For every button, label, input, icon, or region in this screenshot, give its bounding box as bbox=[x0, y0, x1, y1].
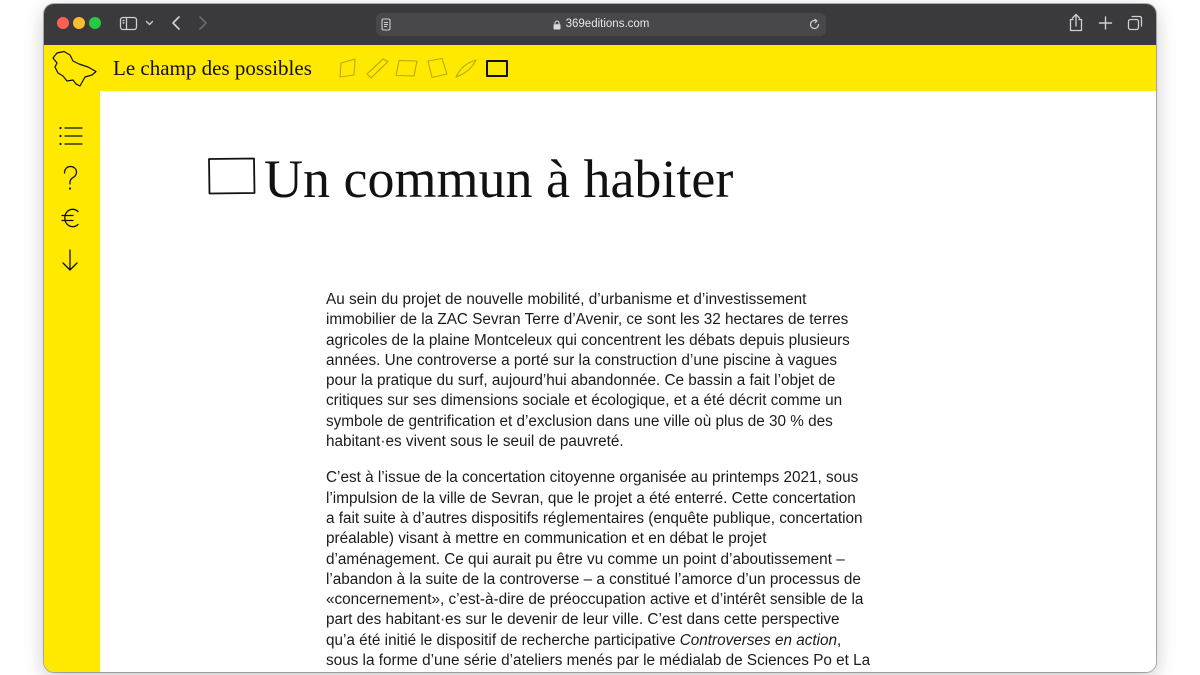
table-of-contents-icon[interactable] bbox=[59, 127, 82, 145]
question-mark-icon[interactable] bbox=[65, 167, 77, 190]
text-line: d’aménagement. Ce qui aurait pu être vu comme un point d’aboutissement – bbox=[326, 550, 845, 568]
site-header bbox=[44, 45, 1156, 91]
text-line: habitant·es vivent sous le seuil de pauvreté. bbox=[326, 433, 624, 451]
lock-icon bbox=[553, 20, 561, 30]
sidebar-icon-layer bbox=[44, 91, 100, 672]
text-line: critiques sur ses dimensions sociale et écologique, et a été décrit comme un bbox=[326, 392, 843, 410]
site-title-link[interactable]: Le champ des possibles bbox=[113, 56, 312, 80]
left-sidebar bbox=[44, 91, 100, 672]
reload-icon[interactable] bbox=[808, 18, 821, 31]
text-segment: , bbox=[837, 631, 842, 649]
article-body bbox=[326, 290, 870, 672]
chapter-shape-3-icon[interactable] bbox=[396, 61, 417, 77]
text-line: «concernement», c’est-à-dire de préoccupation active et d’intérêt sensible de la bbox=[326, 591, 864, 609]
chapter-shape-4-icon[interactable] bbox=[428, 59, 447, 78]
text-line: sous la forme d’une série d’ateliers menés par le médialab de Sciences Po et La bbox=[326, 652, 871, 670]
zoom-window-icon[interactable] bbox=[89, 17, 101, 29]
text-line: a fait suite à d’autres dispositifs réglementaires (enquête publique, concertation bbox=[326, 509, 863, 527]
text-line: années. Une controverse a porté sur la construction d’une piscine à vagues bbox=[326, 351, 838, 369]
chapter-rectangle-icon bbox=[204, 154, 260, 198]
text-line: symbole de gentrification et d’exclusion dans une ville où plus de 30 % des bbox=[326, 412, 833, 430]
text-line: l’abandon à la suite de la controverse – a constitué l’amorce d’un processus de bbox=[326, 570, 861, 588]
text-line: Au sein du projet de nouvelle mobilité, d’urbanisme et d’investissement bbox=[326, 291, 807, 308]
sidebar-toggle-icon[interactable] bbox=[121, 18, 137, 30]
chapter-shape-1-icon[interactable] bbox=[340, 59, 355, 77]
text-line bbox=[326, 631, 870, 651]
share-icon[interactable] bbox=[1071, 15, 1082, 31]
euro-icon[interactable] bbox=[62, 209, 78, 226]
chapter-shape-2-icon[interactable] bbox=[367, 59, 388, 78]
forward-arrow-icon[interactable] bbox=[200, 17, 206, 29]
text-line: l’impulsion de la ville de Sevran, que le projet a été enterré. Cette concertation bbox=[326, 489, 856, 507]
text-line: C’est à l’issue de la concertation citoyenne organisée au printemps 2021, sous bbox=[326, 469, 859, 487]
text-line: immobilier de la ZAC Sevran Terre d’Avenir, ce sont les 32 hectares de terres bbox=[326, 311, 849, 329]
paragraph bbox=[326, 290, 870, 452]
browser-toolbar bbox=[44, 4, 1156, 45]
map-outline-logo-icon[interactable] bbox=[53, 52, 96, 87]
text-line: agricoles de la plaine Montceleux qui concentrent les débats depuis plusieurs bbox=[326, 331, 850, 349]
chapter-shape-6-icon[interactable] bbox=[487, 61, 507, 76]
minimize-window-icon[interactable] bbox=[73, 17, 85, 29]
text-line: préalable) visant à mettre en communication et en débat le projet bbox=[326, 530, 767, 548]
back-arrow-icon[interactable] bbox=[173, 17, 179, 29]
text-segment: qu’a été initié le dispositif de recherche participative bbox=[326, 631, 680, 649]
paragraph bbox=[326, 468, 870, 671]
chapter-shape-5-icon[interactable] bbox=[456, 60, 476, 77]
url-domain[interactable]: 369editions.com bbox=[565, 18, 650, 30]
plus-icon[interactable] bbox=[1100, 17, 1112, 29]
close-window-icon[interactable] bbox=[57, 17, 69, 29]
down-arrow-icon[interactable] bbox=[63, 250, 77, 270]
text-line: part des habitant·es sur le devenir de leur ville. C’est dans cette perspective bbox=[326, 611, 840, 629]
chevron-down-icon[interactable] bbox=[147, 22, 153, 25]
text-line: pour la pratique du surf, aujourd’hui abandonnée. Ce bassin a fait l’objet de bbox=[326, 372, 836, 390]
address-bar[interactable] bbox=[376, 13, 826, 36]
tab-overview-icon[interactable] bbox=[1129, 17, 1142, 30]
article-content bbox=[100, 91, 1156, 672]
article-title: Un commun à habiter bbox=[264, 149, 734, 209]
address-display[interactable] bbox=[376, 13, 826, 36]
browser-window bbox=[44, 4, 1156, 672]
project-title-emphasis: Controverses en action bbox=[679, 631, 838, 649]
